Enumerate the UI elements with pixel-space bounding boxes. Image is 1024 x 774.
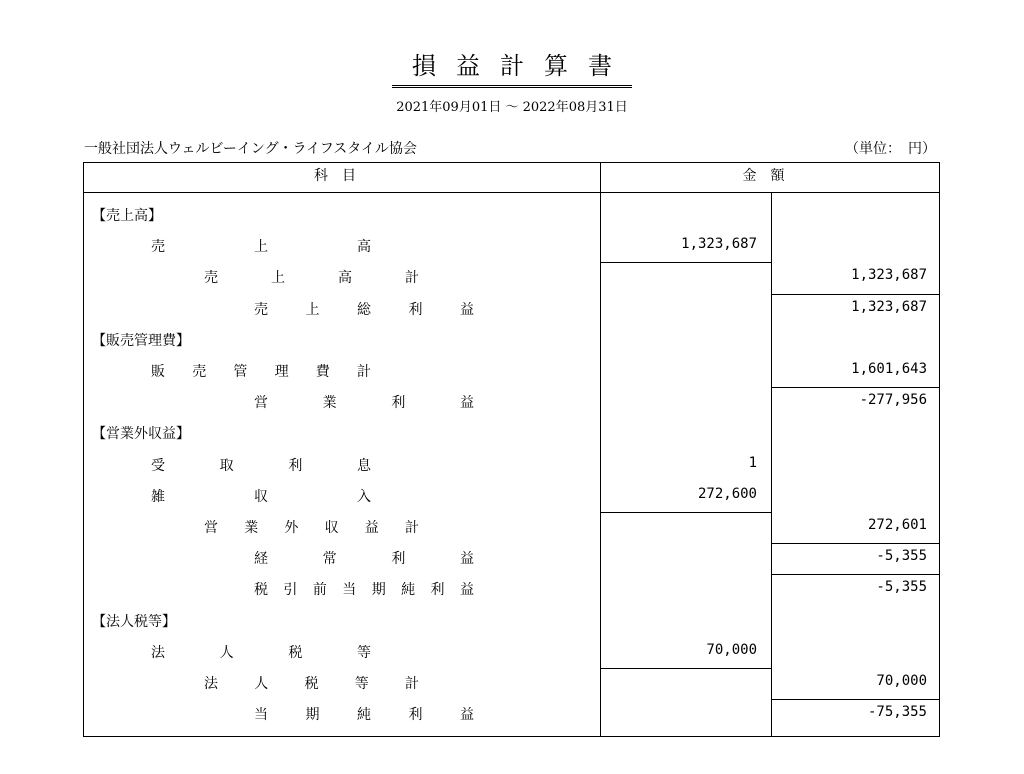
amount-total: -5,355 [876,579,927,596]
section-heading: 【営業外収益】 [92,426,190,443]
income-statement-table [83,162,940,737]
total-rule [771,699,939,700]
amount-total: -277,956 [859,392,927,409]
amount-detail: 1,323,687 [681,236,757,253]
amount-total: -5,355 [876,548,927,565]
line-item-label: 受 取 利 息 [151,457,371,474]
section-heading: 【売上高】 [92,208,162,224]
line-item-label: 税 引 前 当 期 純 利 益 [254,582,474,599]
total-rule [771,543,939,544]
line-item-label: 売 上 高 計 [204,270,419,287]
line-item-label: 売 上 総 利 益 [254,301,474,318]
total-rule [771,574,939,575]
amount-total: 1,601,643 [851,361,927,377]
column-divider-subject [600,163,601,736]
section-heading: 【法人税等】 [92,613,176,630]
section-heading: 【販売管理費】 [92,332,190,349]
amount-detail: 1 [748,454,757,471]
amount-total: 272,601 [867,517,927,533]
line-item-label: 売 上 高 [151,239,371,256]
amount-detail: 272,600 [697,485,757,502]
total-rule [771,294,939,295]
currency-unit: （単位： 円） [845,141,936,157]
header-divider [84,192,939,193]
document-title: 損益計算書 [0,46,1024,88]
line-item-label: 営 業 外 収 益 計 [204,520,419,536]
amount-total: 1,323,687 [851,267,927,284]
line-item-label: 経 常 利 益 [254,551,474,568]
subtotal-rule [600,668,771,669]
header-subject: 科目 [314,168,370,184]
amount-total: 70,000 [876,673,927,689]
total-rule [771,387,939,388]
fiscal-period: 2021年09月01日 〜 2022年08月31日 [396,100,628,115]
line-item-label: 法 人 税 等 [151,644,371,661]
subtotal-rule [600,512,771,513]
header-amount: 金額 [742,168,799,184]
line-item-label: 法 人 税 等 計 [204,676,419,692]
organization-name: 一般社団法人ウェルビーイング・ライフスタイル協会 [84,141,417,157]
line-item-label: 当 期 純 利 益 [254,707,474,724]
line-item-label: 雑 収 入 [151,488,371,505]
line-item-label: 営 業 利 益 [254,395,474,412]
amount-total: -75,355 [867,704,927,721]
column-divider-amount [771,193,772,736]
line-item-label: 販 売 管 理 費 計 [151,364,371,380]
amount-total: 1,323,687 [851,298,927,315]
subtotal-rule [600,262,771,263]
amount-detail: 70,000 [706,641,757,658]
